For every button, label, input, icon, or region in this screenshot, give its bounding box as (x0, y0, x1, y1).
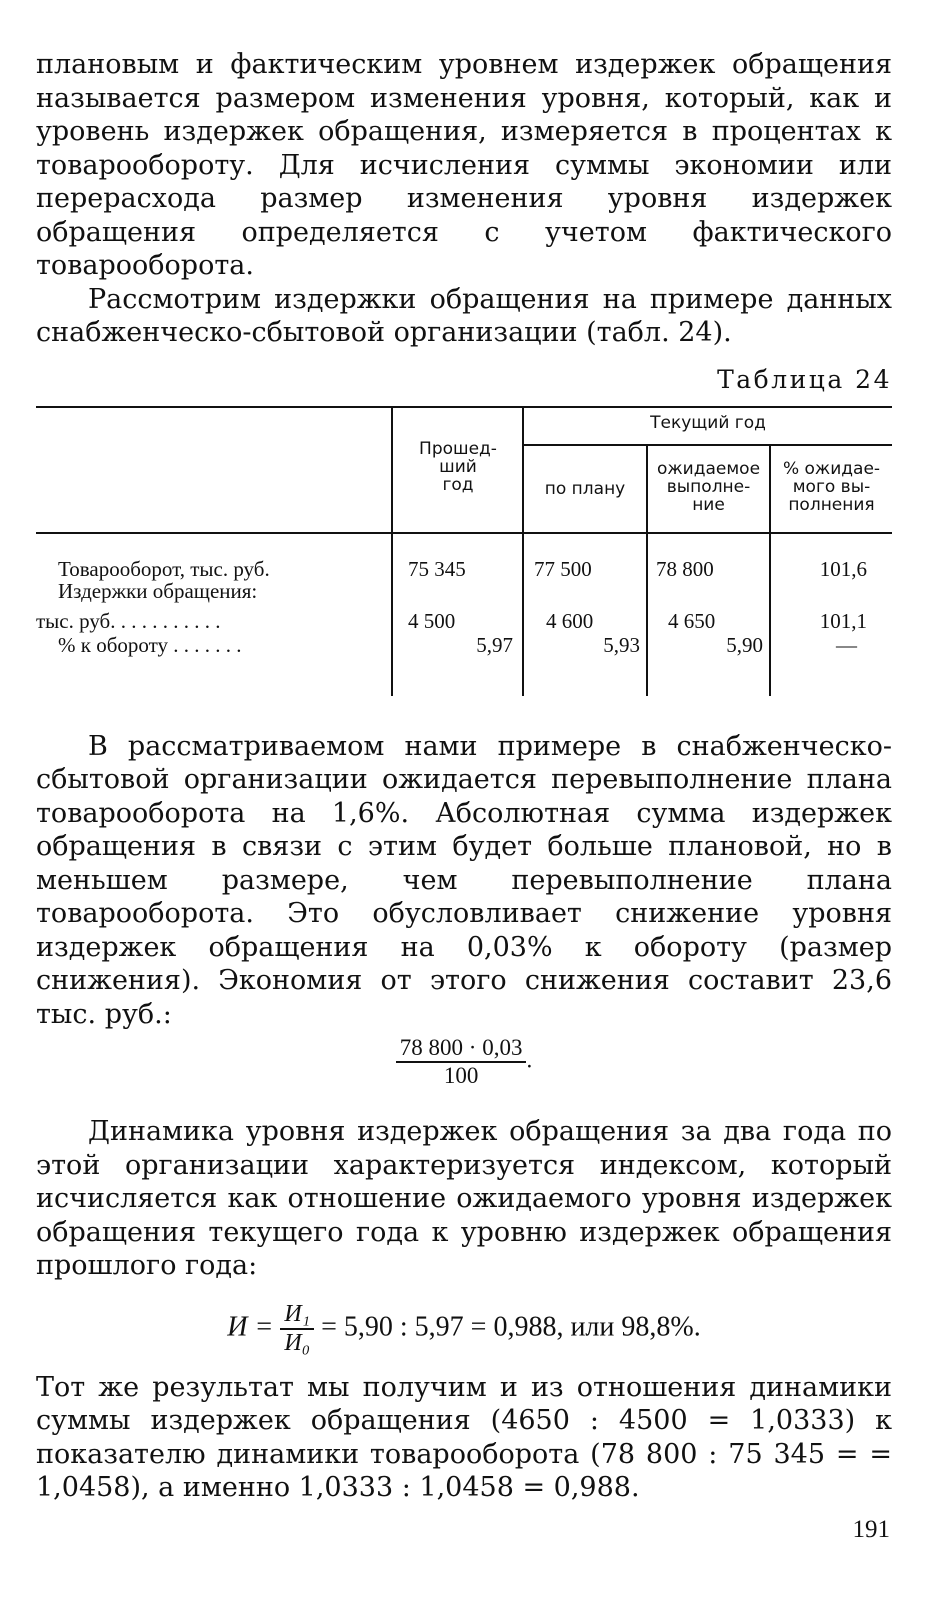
cell-costs-pct-expected: 5,90 (726, 632, 763, 657)
row-label-costs-rub: тыс. руб. . . . . . . . . . . (36, 608, 221, 633)
formula-savings (36, 1035, 892, 1089)
formula-index-den: И₀ (284, 1329, 311, 1356)
row-label-costs: Издержки обращения: (58, 578, 258, 603)
formula-index-fraction (280, 1301, 314, 1357)
formula-savings-fraction (396, 1035, 527, 1089)
formula-index-lhs: И = (227, 1310, 274, 1342)
paragraph-5: Тот же результат мы получим и из отношения динамики суммы издержек обращения (4650 : 4500 = 1,0333) к показателю динамики товарооборота (78 800 : 75 345 = = 1,0458), а именно 1,0333 : 1,0458 = 0,988. (36, 1371, 892, 1503)
cell-costs-pct-plan: 5,93 (603, 632, 640, 657)
table-24 (36, 406, 892, 696)
header-current-year: Текущий год (650, 412, 766, 433)
cell-costs-pct-pct: — (836, 632, 857, 657)
cell-turnover-prev: 75 345 (408, 556, 466, 581)
page (36, 48, 892, 1505)
header-pct-expected: % ожидае- мого вы- полнения (782, 458, 881, 515)
row-label-costs-pct: % к обороту . . . . . . . (58, 632, 242, 657)
formula-index (36, 1301, 892, 1357)
formula-savings-tail: . (526, 1047, 533, 1073)
cell-costs-rub-prev: 4 500 (408, 608, 456, 633)
paragraph-1: плановым и фактическим уровнем издержек обращения называется размером изменения уровня, который, как и уровень издержек обращения, измеряется в процентах к товарообороту. Для исчисления суммы экономии или перерасхода размер изменения уровня издержек обращения определяется с учетом фактического товарооборота. (36, 49, 892, 281)
table-top-rule (36, 406, 892, 408)
page-number: 191 (852, 1516, 890, 1543)
header-plan: по плану (544, 478, 626, 499)
cell-turnover-pct: 101,6 (819, 556, 867, 581)
cell-turnover-plan: 77 500 (534, 556, 592, 581)
paragraph-4: Динамика уровня издержек обращения за два года по этой организации характеризуется индексом, который исчисляется как отношение ожидаемого уровня издержек обращения текущего года к уровню издержек обращения прошлого года: (36, 1116, 892, 1281)
table-header-rule (36, 532, 892, 534)
cell-costs-rub-pct: 101,1 (819, 608, 867, 633)
paragraph-2: Рассмотрим издержки обращения на примере данных снабженческо-сбытовой организации (табл. 24). (36, 283, 892, 348)
formula-savings-numerator: 78 800 · 0,03 (396, 1035, 527, 1063)
cell-costs-rub-expected: 4 650 (668, 608, 716, 633)
cell-costs-rub-plan: 4 600 (546, 608, 594, 633)
paragraph-3: В рассматриваемом нами примере в снабженческо-сбытовой организации ожидается перевыполнение плана товарооборота на 1,6%. Абсолютная сумма издержек обращения в связи с этим будет больше плановой, но в меньшем размере, чем перевыполнение плана товарооборота. Это обусловливает снижение уровня издержек обращения на 0,03% к обороту (размер снижения). Экономия от этого снижения составит 23,6 тыс. руб.: (36, 730, 892, 1030)
table-caption: Таблица 24 (717, 364, 892, 394)
table-subheader-rule (524, 444, 892, 446)
row-label-turnover: Товарооборот, тыс. руб. (58, 556, 270, 581)
formula-index-rhs: = 5,90 : 5,97 = 0,988, или 98,8%. (321, 1310, 701, 1342)
formula-index-num: И₁ (280, 1301, 314, 1330)
cell-turnover-expected: 78 800 (656, 556, 714, 581)
formula-savings-denominator: 100 (443, 1063, 479, 1088)
header-expected: ожидаемое выполне- ние (656, 458, 761, 515)
cell-costs-pct-prev: 5,97 (476, 632, 513, 657)
header-prev-year: Прошед- ший год (419, 438, 497, 495)
